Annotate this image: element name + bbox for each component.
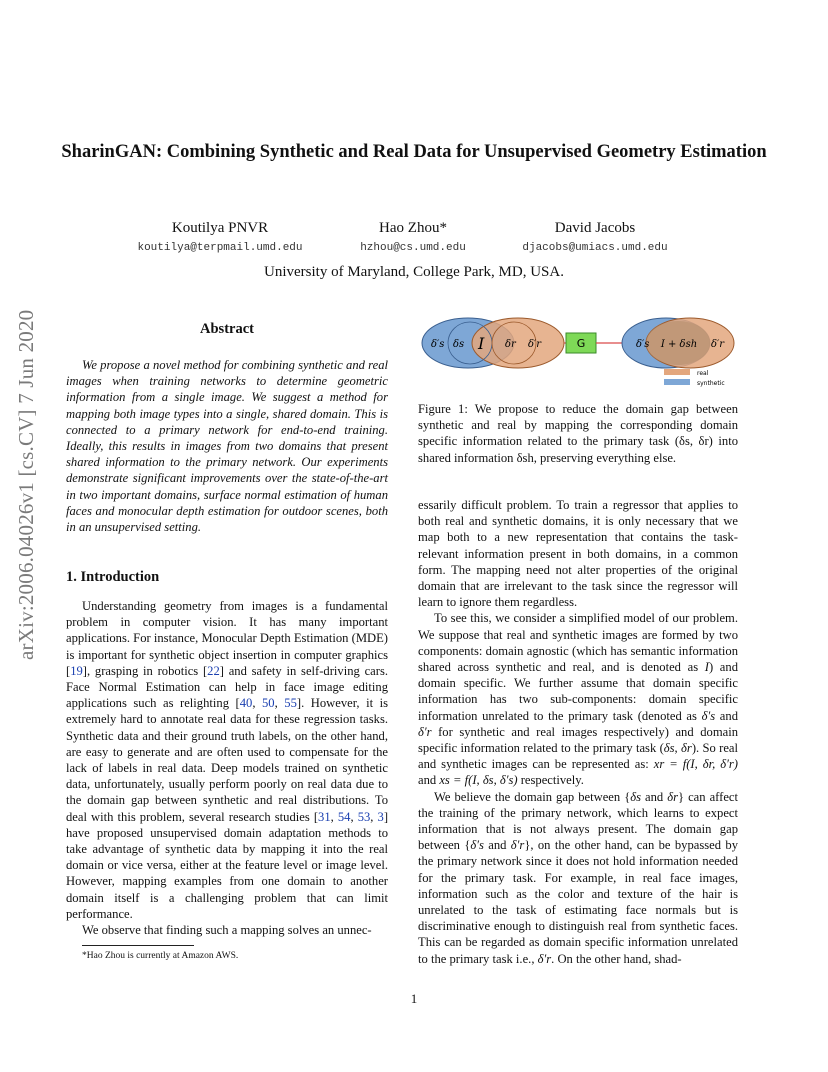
legend-swatch-synthetic	[664, 379, 690, 385]
text-run: . On the other hand, shad-	[551, 951, 682, 966]
math-symbol: δ′s	[470, 838, 484, 853]
text-run: }, on the other hand, can be bypassed by the primary network since it does not hold information needed for the primary task. For example, in real face images, information such as the color and texture of the hair is unrelated to the task of estimating face normals but is discriminative enough to distinguish real from synthetic faces. This can be regarded as domain specific information unrelated to the primary task i.e.,	[418, 838, 738, 966]
citation-link[interactable]: 3	[377, 809, 384, 824]
abstract-text	[66, 357, 388, 535]
author-name-1: Koutilya PNVR	[171, 220, 269, 236]
citation-link[interactable]: 55	[284, 696, 297, 711]
legend-label-synthetic: synthetic	[697, 380, 725, 387]
intro-paragraph-4	[418, 610, 738, 788]
fig-label: δ′r	[711, 339, 725, 350]
math-symbol: δs	[630, 789, 642, 804]
math-symbol: δ′s	[701, 708, 716, 723]
affiliation: University of Maryland, College Park, MD, USA.	[264, 264, 564, 280]
intro-paragraph-1	[66, 598, 388, 922]
author-email-1: koutilya@terpmail.umd.edu	[137, 242, 303, 254]
math-symbol: δ′r	[510, 838, 525, 853]
paper-title: SharinGAN: Combining Synthetic and Real Data for Unsupervised Geometry Estimation	[61, 142, 767, 162]
text-run: respectively.	[517, 773, 584, 788]
text-run: and	[418, 773, 440, 788]
author-email-2: hzhou@cs.umd.edu	[360, 242, 466, 254]
citation-link[interactable]: 31	[318, 809, 331, 824]
intro-paragraph-3: essarily difficult problem. To train a regressor that applies to both real and synthetic domains, it is only necessary that we map both to a new representation that contains the task-relevant information present in both domains, in a common form. The mapping need not alter properties of the original domain that are irrelevant to the task since the regressor will learn to ignore them regardless.	[418, 498, 738, 610]
page-number: 1	[410, 991, 418, 1006]
abstract-paragraph: We propose a novel method for combining synthetic and real images when training networks to determine geometric information from a single image. We suggest a method for mapping both image types into a single, shared domain. This is connected to a primary network for end-to-end training. Ideally, this results in images from two domains that present shared information to the primary network. Our experiments demonstrate significant improvements over the state-of-the-art in two important domains, surface normal estimation of human faces and monocular depth estimation for outdoor scenes, both in an unsupervised setting.	[66, 358, 388, 535]
footnote: *Hao Zhou is currently at Amazon AWS.	[82, 951, 239, 961]
text-run: ] and safety in self-driving cars. Face Normal Estimation can help in face image editing applications such as relighting [	[66, 663, 388, 711]
fig-label: I + δsh	[660, 339, 698, 350]
text-run: ,	[674, 741, 682, 756]
arxiv-side-label: arXiv:2006.04026v1 [cs.CV] 7 Jun 2020	[14, 309, 38, 660]
intro-left-column	[66, 598, 388, 938]
text-run: ] have proposed unsupervised domain adaptation methods to take advantage of synthetic data by mapping it into the real domain or vice versa, either at the feature level or image level. However, mapping examples from one domain to another domain itself is a challenging problem that can limit performance.	[66, 809, 389, 921]
text-run: ,	[370, 809, 378, 824]
fig-label: δ′r	[528, 339, 542, 350]
legend-label-real: real	[697, 370, 709, 377]
math-expression: xs = f(I, δs, δ′s)	[439, 773, 518, 788]
citation-link[interactable]: 19	[70, 663, 83, 678]
text-run: and	[715, 708, 738, 723]
citation-link[interactable]: 53	[357, 809, 371, 824]
figure-1-caption: Figure 1: We propose to reduce the domain gap between synthetic and real by mapping the corresponding domain specific information related to the primary task (δs, δr) into shared information δsh, preserving everything else.	[418, 402, 738, 465]
intro-heading: 1. Introduction	[66, 569, 160, 585]
intro-right-column	[418, 497, 738, 967]
math-symbol: δs	[663, 741, 675, 756]
text-run: } can affect the training of the primary network, which learns to expect information that is not always present. The domain gap between {	[418, 789, 738, 853]
citation-link[interactable]: 22	[207, 663, 220, 678]
citation-link[interactable]: 50	[262, 696, 275, 711]
abstract-heading: Abstract	[200, 321, 254, 337]
text-run: ]. However, it is extremely hard to annotate real data for these regression tasks. Synthetic data and their ground truth labels, on the other hand, are easy to generate and are often used to compensate for the lack of labels in real data. Deep models trained on synthetic data, unfortunately, usually perform poorly on real data due to the domain gap between synthetic and real distributions. To deal with this problem, several research studies [	[66, 696, 389, 824]
intro-paragraph-2: We observe that finding such a mapping solves an unnec-	[82, 923, 372, 938]
fig-label: I	[478, 334, 485, 353]
author-name-2: Hao Zhou*	[379, 220, 447, 236]
text-run: ], grasping in robotics [	[82, 663, 208, 678]
fig-label: δs	[453, 339, 465, 350]
math-symbol: I	[704, 660, 709, 675]
text-run: To see this, we consider a simplified model of our problem. We suppose that real and synthetic images are formed by two components: domain agnostic (which has semantic information shared across synthetic and real, and is denoted as	[418, 611, 738, 675]
text-run: and	[483, 838, 511, 853]
math-expression: xr = f(I, δr, δ′r)	[653, 757, 738, 772]
math-symbol: δ′r	[537, 951, 552, 966]
real-ellipse-left	[472, 318, 564, 368]
text-run: We believe the domain gap between {	[434, 789, 631, 804]
text-run: and	[641, 789, 668, 804]
text-run: ,	[252, 696, 262, 711]
figure-1-diagram	[418, 316, 740, 392]
math-symbol: δr	[681, 741, 692, 756]
author-email-3: djacobs@umiacs.umd.edu	[522, 242, 668, 254]
text-run: ,	[350, 809, 358, 824]
math-symbol: δ′r	[418, 724, 432, 739]
text-run: for synthetic and real images respectively) and domain specific information related to the primary task (	[418, 724, 738, 756]
citation-link[interactable]: 54	[337, 809, 351, 824]
generator-label: G	[576, 337, 586, 350]
fig-label: δr	[505, 339, 516, 350]
fig-label: δ′s	[636, 339, 650, 350]
text-run: ) and domain specific. We further assume that domain specific information has two sub-components: domain specific information unrelated to the primary task (denoted as	[418, 660, 738, 723]
fig-label: δ′s	[431, 339, 445, 350]
citation-link[interactable]: 40	[239, 696, 253, 711]
author-name-3: David Jacobs	[554, 220, 636, 236]
legend-swatch-real	[664, 369, 690, 375]
text-run: ,	[274, 696, 285, 711]
intro-paragraph-5	[418, 789, 738, 967]
footnote-rule	[82, 945, 194, 946]
text-run: Understanding geometry from images is a fundamental problem in computer vision. It has many important applications. For instance, Monocular Depth Estimation (MDE) is important for synthetic object insertion in computer graphics [	[66, 599, 388, 678]
text-run: ,	[330, 809, 338, 824]
text-run: ). So real and synthetic images can be represented as:	[418, 741, 739, 772]
math-symbol: δr	[667, 789, 679, 804]
